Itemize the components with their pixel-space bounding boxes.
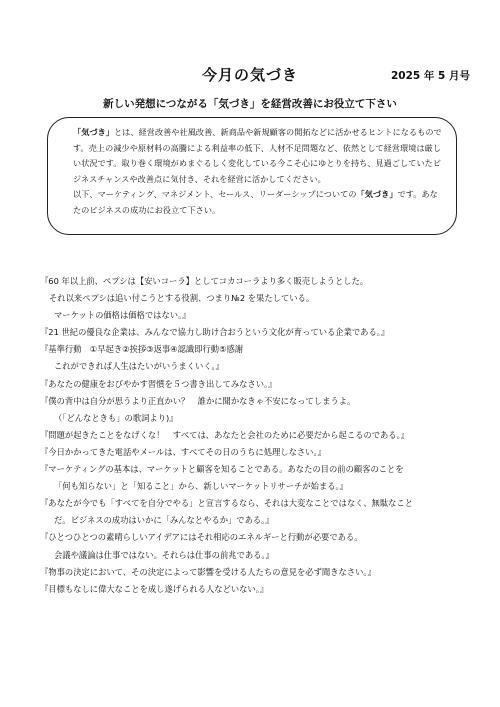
page-title: 今月の気づき [201,66,298,84]
quote-line: 『60 年以上前、ペプシは【安いコーラ】としてコカコーラより多く販売しようとした。 [40,276,369,286]
quote-line: これができれば人生はたいがいうまくいく。』 [54,361,224,372]
quote-line: 「何も知らない」と「知ること」から、新しいマーケットリサーチが始まる。』 [54,481,348,492]
page-subtitle: 新しい発想につながる「気づき」を経営改善にお役立て下さい [103,98,397,110]
quote-line: それ以来ペプシは追い付こうとする役割、つまり№2 を果たしている。 [49,293,315,304]
quote-line: マーケットの価格は価格ではない。』 [54,310,191,321]
quote-line: 『21 世紀の優良な企業は、みんなで協力し助け合おうという文化が育っている企業である。』 [40,327,390,338]
quote-line: 『目標もなしに偉大なことを成し遂げられる人などいない。』 [40,583,269,594]
quote-line: 『あなたの健康をおびやかす習慣を５つ書き出してみなさい。』 [40,378,277,389]
intro-paragraph-1 [73,125,442,187]
intro-paragraph-2-start: 以下、マーケティング、マネジメント、セールス、リーダーシップについての [73,189,357,200]
quote-line: 『あなたが今でも「すべてを自分でやる」と宣言するなら、それは大変なことではなく、無駄なこと [40,498,414,509]
intro-paragraph-2-term: 「気づき」 [356,189,398,200]
quote-line: 『僕の背中は自分が思うより正直かい？ 誰かに聞かなきゃ不安になってしまうよ。 [40,395,356,406]
quote-line: 『問題が起きたことをなげくな！ すべては、あなたと会社のために必要だから起こるのである。』 [40,429,410,440]
quote-list [40,273,480,598]
intro-paragraph-1-text: とは、経営改善や社風改善、新商品や新規顧客の開拓などに活かせるヒントになるものです。売上の減少や原材料の高騰による利益率の低下、人材不足問題など、依然として経営環境は厳しい状況です。取り巻く環境がめまぐるしく変化している今こそ心にゆとりを持ち、見過ごしていたビジネスチャンスや改善点に気付き、それを経営に活かしてください。 [73,127,442,184]
quote-line: 『基準行動 ①早起き②挨拶③返事④認識即行動⑤感謝 [40,344,244,355]
issue-date: 2025 年 5 月号 [391,70,470,82]
intro-box [47,117,457,235]
quote-line: 会議や議論は仕事ではない。それらは仕事の前兆である。』 [54,549,274,560]
quote-line: 『マーケティングの基本は、マーケットと顧客を知ることである。あなたの目の前の顧客のことを [40,464,404,475]
quote-line: 『今日かかってきた電話やメールは、すべてその日のうちに処理しなさい。』 [40,446,326,457]
quote-line: 『ひとつひとつの素晴らしいアイデアにはそれ相応のエネルギーと行動が必要である。 [40,532,363,543]
quote-line: だ。ビジネスの成功はいかに「みんなとやるか」である。』 [54,515,274,526]
intro-term: 「気づき」 [73,127,114,137]
intro-paragraph-2-end: です。あなたのビジネスの成功にお役立て下さい。 [73,189,438,215]
quote-line: （「どんなときも」の歌詞より)』 [54,412,178,423]
intro-paragraph-2 [73,187,442,218]
quote-line: 『物事の決定において、その決定によって影響を受ける人たちの意見を必ず聞きなさい。』 [40,566,376,577]
